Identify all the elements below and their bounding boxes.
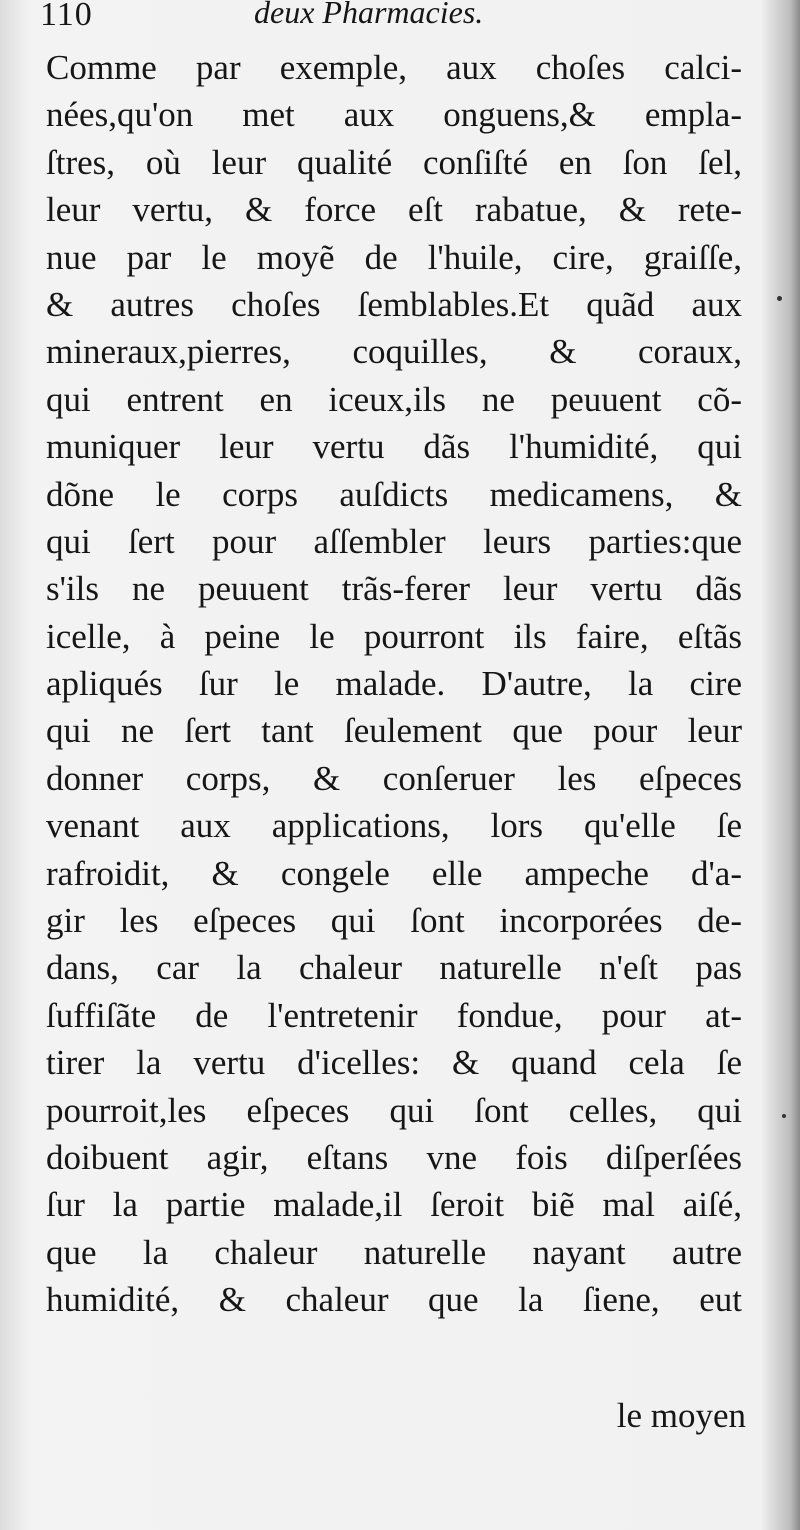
text-line: nue par le moyẽ de l'huile, cire, graiſſe,	[46, 237, 742, 277]
page-number: 110	[40, 0, 93, 33]
text-line: ſur la partie malade,il ſeroit biẽ mal aiſé,	[46, 1185, 742, 1225]
text-line: ſtres, où leur qualité conſiſté en ſon ſel,	[46, 142, 742, 182]
text-line: nées,qu'on met aux onguens,& empla-	[46, 95, 742, 135]
running-head: deux Pharmacies.	[254, 0, 484, 30]
text-line: doibuent agir, eſtans vne fois diſperſées	[46, 1137, 742, 1177]
text-line: leur vertu, & force eſt rabatue, & rete-	[46, 190, 742, 230]
ink-speck	[782, 1114, 786, 1118]
text-line: pourroit,les eſpeces qui ſont celles, qui	[46, 1090, 742, 1130]
text-line: dans, car la chaleur naturelle n'eſt pas	[46, 948, 742, 988]
text-line: donner corps, & conſeruer les eſpeces	[46, 758, 742, 798]
text-line: ſuffiſãte de l'entretenir fondue, pour at-	[46, 995, 742, 1035]
ink-speck	[777, 296, 782, 301]
body-text	[46, 44, 742, 1324]
text-line: qui entrent en iceux,ils ne peuuent cõ-	[46, 379, 742, 419]
text-line: muniquer leur vertu dãs l'humidité, qui	[46, 427, 742, 467]
text-line: qui ne ſert tant ſeulement que pour leur	[46, 711, 742, 751]
text-line: s'ils ne peuuent trãs-ferer leur vertu dãs	[46, 569, 742, 609]
text-line: Comme par exemple, aux choſes calci-	[46, 48, 742, 87]
text-line: dõne le corps auſdicts medicamens, &	[46, 474, 742, 514]
text-line: venant aux applications, lors qu'elle ſe	[46, 806, 742, 846]
text-line: tirer la vertu d'icelles: & quand cela ſe	[46, 1043, 742, 1083]
text-line: humidité, & chaleur que la ſiene, eut	[46, 1280, 742, 1320]
text-line: gir les eſpeces qui ſont incorporées de-	[46, 901, 742, 941]
text-line: rafroidit, & congele elle ampeche d'a-	[46, 853, 742, 893]
text-line: mineraux,pierres, coquilles, & coraux,	[46, 332, 742, 372]
text-line: icelle, à peine le pourront ils faire, eſtãs	[46, 616, 742, 656]
text-line: apliqués ſur le malade. D'autre, la cire	[46, 664, 742, 704]
catchword: le moyen	[616, 1396, 746, 1435]
text-line: & autres choſes ſemblables.Et quãd aux	[46, 284, 742, 324]
text-line: qui ſert pour aſſembler leurs parties:que	[46, 521, 742, 561]
text-line: que la chaleur naturelle nayant autre	[46, 1232, 742, 1272]
page-header	[40, 0, 740, 40]
